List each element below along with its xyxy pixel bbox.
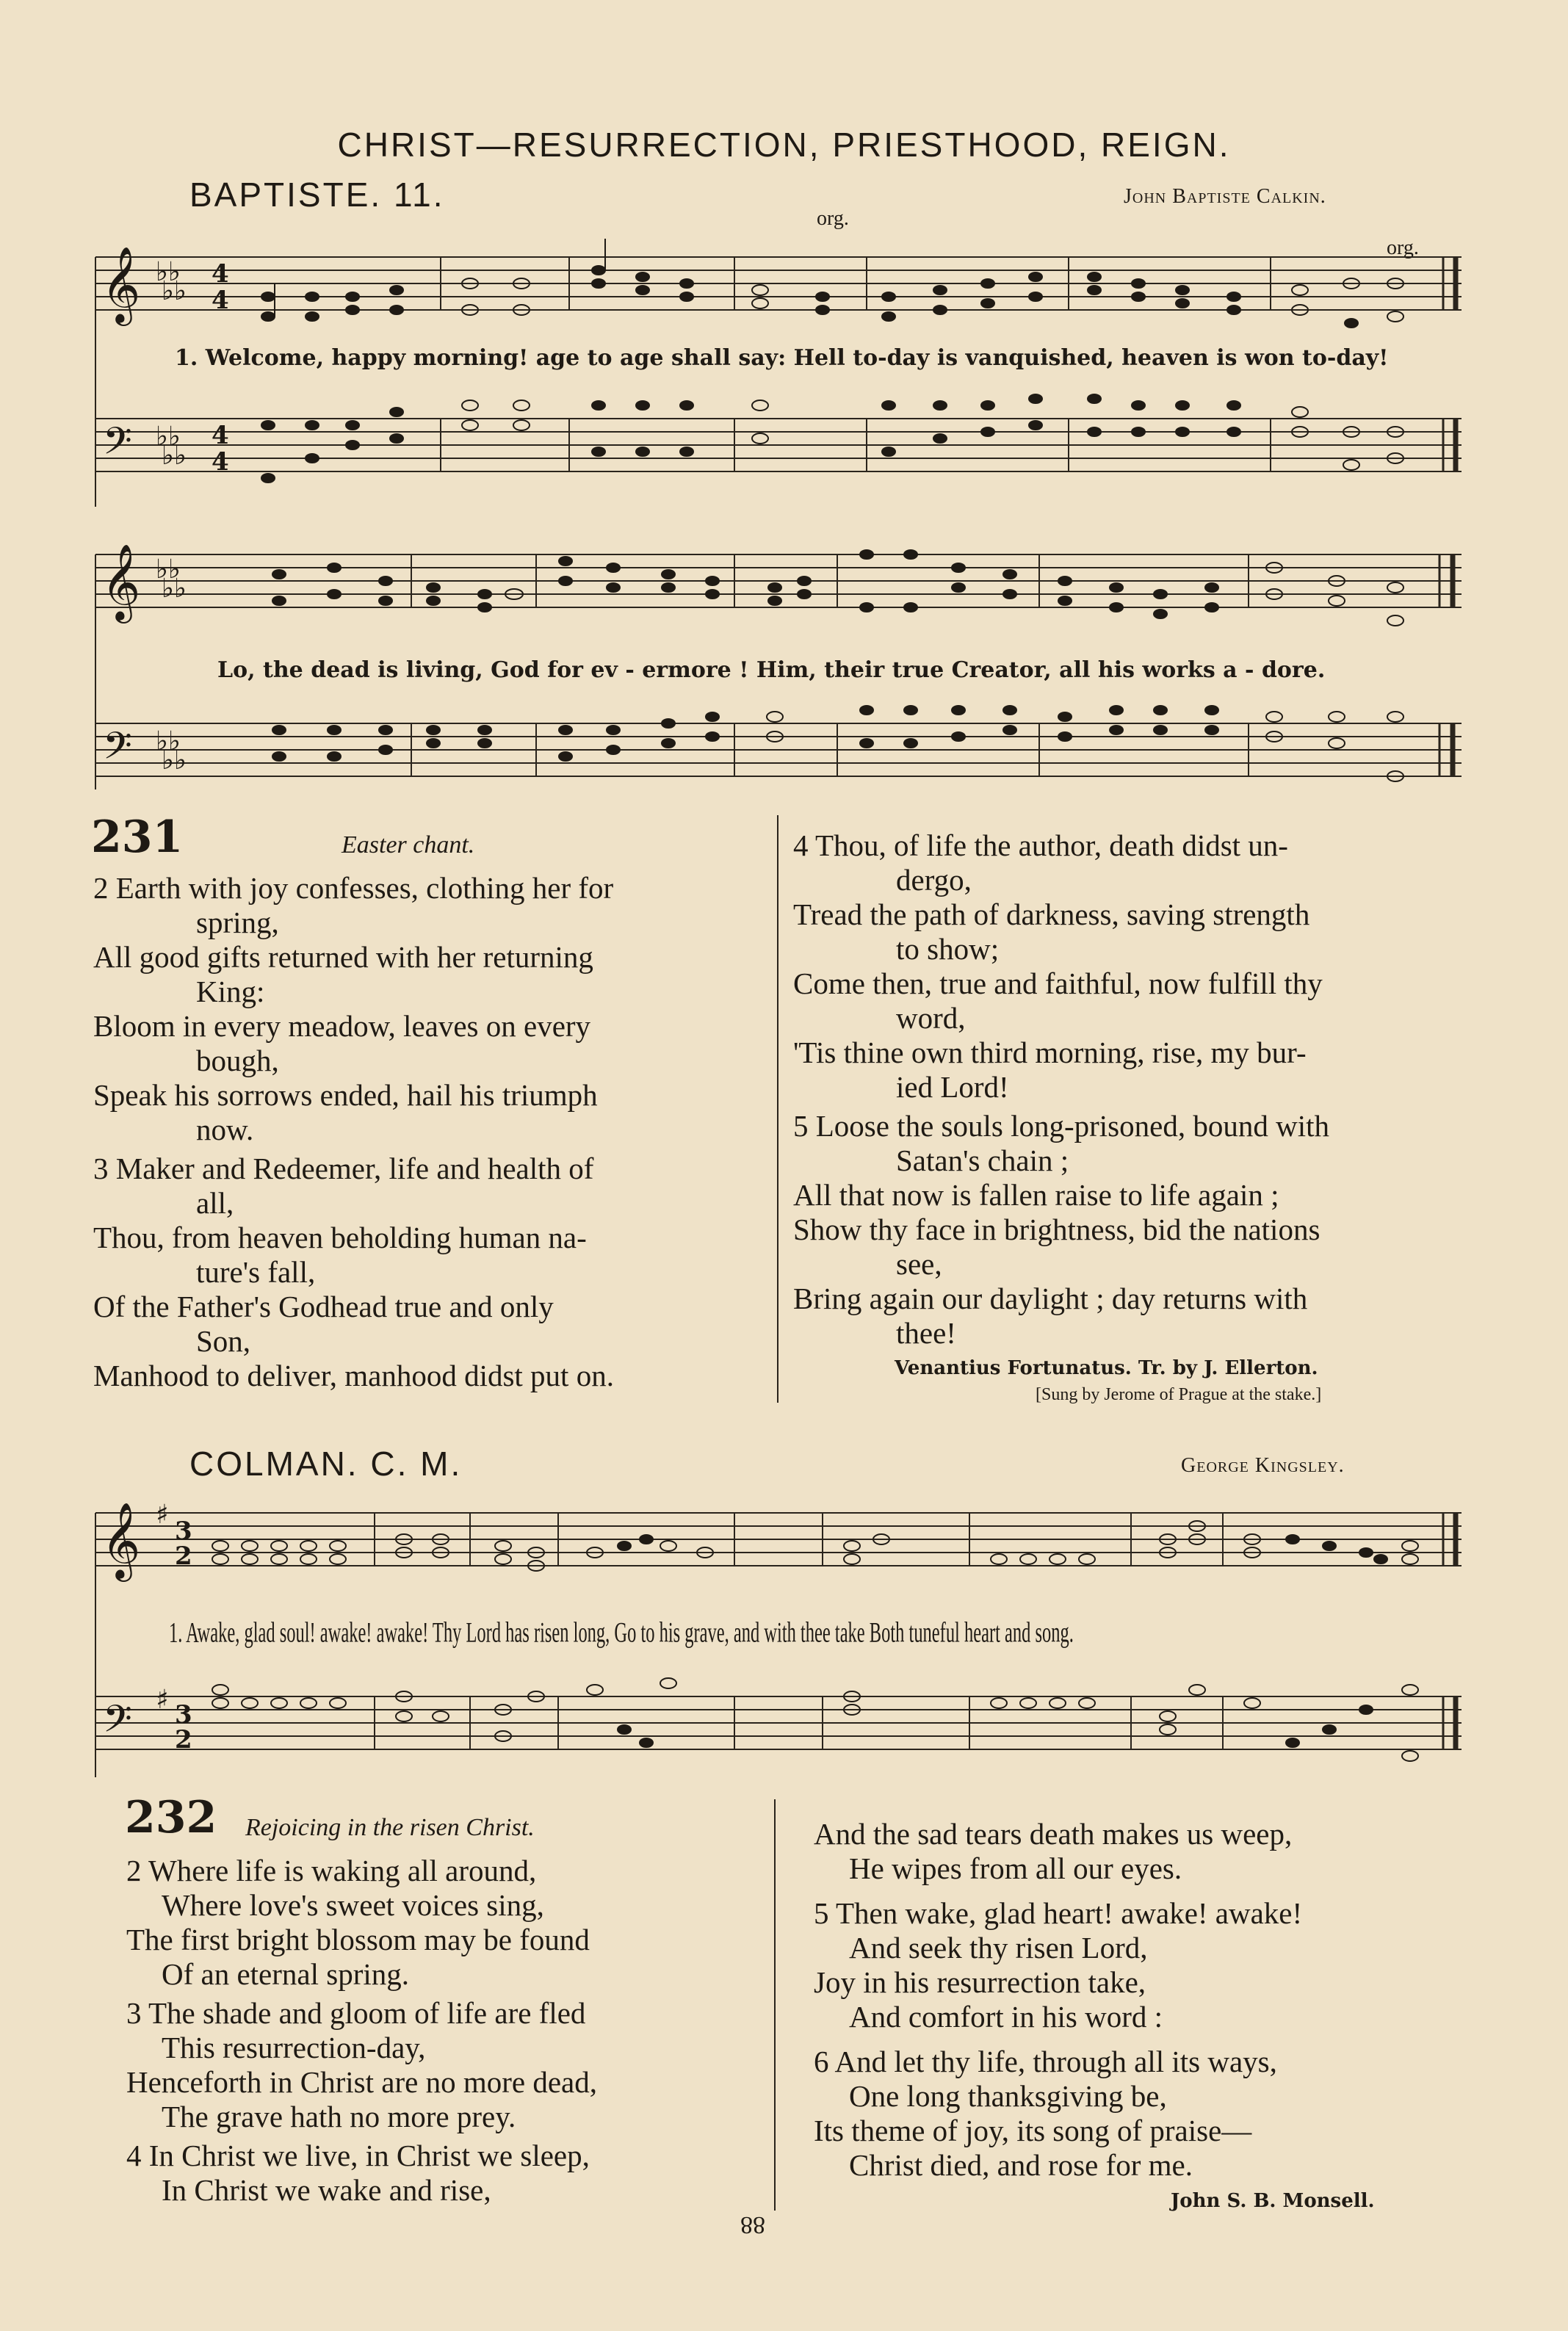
verse-line: all, <box>196 1186 234 1220</box>
hymn-232-left-column <box>126 1854 773 2208</box>
verse-line: He wipes from all our eyes. <box>849 1851 1182 1885</box>
verse-line: In Christ we wake and rise, <box>162 2173 491 2207</box>
verse-line: And seek thy risen Lord, <box>849 1931 1148 1965</box>
verse-line: Satan's chain ; <box>896 1143 1069 1177</box>
svg-text:♭♭: ♭♭ <box>162 276 187 306</box>
svg-text:3: 3 <box>175 1517 192 1546</box>
verse-line: thee! <box>896 1316 956 1350</box>
verse-line: bough, <box>196 1044 279 1077</box>
svg-text:♭♭: ♭♭ <box>156 422 181 452</box>
verse-line: dergo, <box>896 863 972 897</box>
svg-text:♯: ♯ <box>156 1500 169 1530</box>
verse-line: Where love's sweet voices sing, <box>162 1888 544 1922</box>
svg-text:♭♭: ♭♭ <box>156 257 181 287</box>
verse-line: And the sad tears death makes us weep, <box>814 1817 1293 1851</box>
hymn-231-subtitle: Easter chant. <box>342 831 475 859</box>
svg-text:♭♭: ♭♭ <box>162 441 187 471</box>
svg-text:2: 2 <box>175 1725 192 1754</box>
verse-line: word, <box>896 1001 966 1035</box>
hymn-number-231: 231 <box>91 812 184 863</box>
composer-kingsley: George Kingsley. <box>1181 1454 1345 1477</box>
verse-line: 6 And let thy life, through all its ways, <box>814 2045 1277 2078</box>
svg-text:4: 4 <box>212 286 229 315</box>
svg-text:♭♭: ♭♭ <box>156 554 181 585</box>
svg-text:3: 3 <box>175 1700 192 1730</box>
verse-line: Tread the path of darkness, saving strength <box>793 897 1310 931</box>
verse-line: 3 The shade and gloom of life are fled <box>126 1996 586 2030</box>
hymn-231-right-column <box>793 828 1469 1351</box>
verse-line: Thou, from heaven beholding human na- <box>93 1221 587 1254</box>
verse-line: All that now is fallen raise to life again ; <box>793 1178 1279 1212</box>
column-divider-231 <box>777 815 778 1403</box>
verse-line: Joy in his resurrection take, <box>814 1965 1146 1999</box>
org-label-2: org. <box>1387 236 1419 259</box>
verse-line: ied Lord! <box>896 1070 1009 1104</box>
verse-line: Bloom in every meadow, leaves on every <box>93 1009 591 1043</box>
verse-line: Come then, true and faithful, now fulfill thy <box>793 966 1323 1000</box>
svg-text:4: 4 <box>212 259 229 289</box>
composer-calkin: John Baptiste Calkin. <box>1124 185 1326 208</box>
lyrics-baptiste-line-1: 1. Welcome, happy morning! age to age shall say: Hell to-day is vanquished, heaven is won to-day! <box>175 345 1389 371</box>
verse-line: Of an eternal spring. <box>162 1957 409 1991</box>
verse-line: The grave hath no more prey. <box>162 2100 516 2133</box>
page-header: CHRIST—RESURRECTION, PRIESTHOOD, REIGN. <box>337 126 1231 164</box>
verse-line: 2 Where life is waking all around, <box>126 1854 537 1887</box>
svg-text:♭♭: ♭♭ <box>162 745 187 776</box>
hymn-number-232: 232 <box>125 1792 217 1843</box>
verse-line: 4 Thou, of life the author, death didst un- <box>793 828 1288 862</box>
verse-line: The first bright blossom may be found <box>126 1923 590 1956</box>
verse-line: This resurrection-day, <box>162 2031 426 2064</box>
svg-text:𝄢: 𝄢 <box>103 1696 132 1750</box>
music-system-baptiste-1 <box>88 235 1476 514</box>
verse-line: Speak his sorrows ended, hail his triumph <box>93 1078 598 1112</box>
column-divider-232 <box>774 1799 776 2211</box>
verse-line: All good gifts returned with her returning <box>93 940 593 974</box>
verse-line: ture's fall, <box>196 1255 316 1289</box>
svg-text:♭♭: ♭♭ <box>162 574 187 604</box>
verse-line: spring, <box>196 906 279 939</box>
page-number: 88 <box>740 2211 765 2238</box>
verse-line: see, <box>896 1247 942 1281</box>
svg-text:♯: ♯ <box>156 1685 169 1715</box>
svg-text:𝄢: 𝄢 <box>103 723 132 777</box>
svg-text:4: 4 <box>212 421 229 450</box>
hymn-231-note: [Sung by Jerome of Prague at the stake.] <box>1036 1385 1322 1404</box>
verse-line: Bring again our daylight ; day returns with <box>793 1282 1308 1315</box>
verse-line: Christ died, and rose for me. <box>849 2148 1193 2182</box>
verse-line: 2 Earth with joy confesses, clothing her for <box>93 871 614 905</box>
verse-line: Of the Father's Godhead true and only <box>93 1290 554 1323</box>
lyrics-colman: 1. Awake, glad soul! awake! awake! Thy Lord has risen long, Go to his grave, and with thee take Both tuneful heart and song. <box>169 1617 1074 1649</box>
svg-text:𝄢: 𝄢 <box>103 419 132 472</box>
hymn-231-attribution: Venantius Fortunatus. Tr. by J. Ellerton. <box>895 1357 1318 1379</box>
verse-line: 3 Maker and Redeemer, life and health of <box>93 1152 594 1185</box>
svg-text:𝄞: 𝄞 <box>101 543 141 621</box>
verse-line: now. <box>196 1113 254 1146</box>
verse-line: Son, <box>196 1324 251 1358</box>
svg-text:4: 4 <box>212 447 229 477</box>
hymn-231-left-column <box>93 871 760 1393</box>
verse-line: Henceforth in Christ are no more dead, <box>126 2065 597 2099</box>
verse-line: Manhood to deliver, manhood didst put on. <box>93 1359 614 1392</box>
verse-line: One long thanksgiving be, <box>849 2079 1167 2113</box>
svg-text:♭♭: ♭♭ <box>156 726 181 756</box>
verse-line: Show thy face in brightness, bid the nations <box>793 1213 1320 1246</box>
verse-line: King: <box>196 975 265 1008</box>
svg-text:𝄞: 𝄞 <box>101 1502 141 1579</box>
verse-line: And comfort in his word : <box>849 2000 1163 2034</box>
svg-text:𝄞: 𝄞 <box>101 246 141 323</box>
verse-line: 'Tis thine own third morning, rise, my bur- <box>793 1036 1307 1069</box>
verse-line: Its theme of joy, its song of praise— <box>814 2114 1252 2147</box>
verse-line: 4 In Christ we live, in Christ we sleep, <box>126 2139 590 2172</box>
hymn-232-subtitle: Rejoicing in the risen Christ. <box>245 1814 535 1841</box>
svg-text:2: 2 <box>175 1542 192 1571</box>
hymn-232-right-column <box>814 1817 1475 2183</box>
verse-line: 5 Loose the souls long-prisoned, bound with <box>793 1109 1329 1143</box>
hymn-232-attribution: John S. B. Monsell. <box>1171 2190 1375 2212</box>
verse-line: to show; <box>896 932 1000 966</box>
verse-line: 5 Then wake, glad heart! awake! awake! <box>814 1896 1303 1930</box>
tune-name-baptiste: BAPTISTE. 11. <box>189 176 445 214</box>
lyrics-baptiste-line-2: Lo, the dead is living, God for ev - ermore ! Him, their true Creator, all his works a - dore. <box>217 657 1326 683</box>
tune-name-colman: COLMAN. C. M. <box>189 1445 463 1483</box>
org-label-1: org. <box>817 207 849 230</box>
